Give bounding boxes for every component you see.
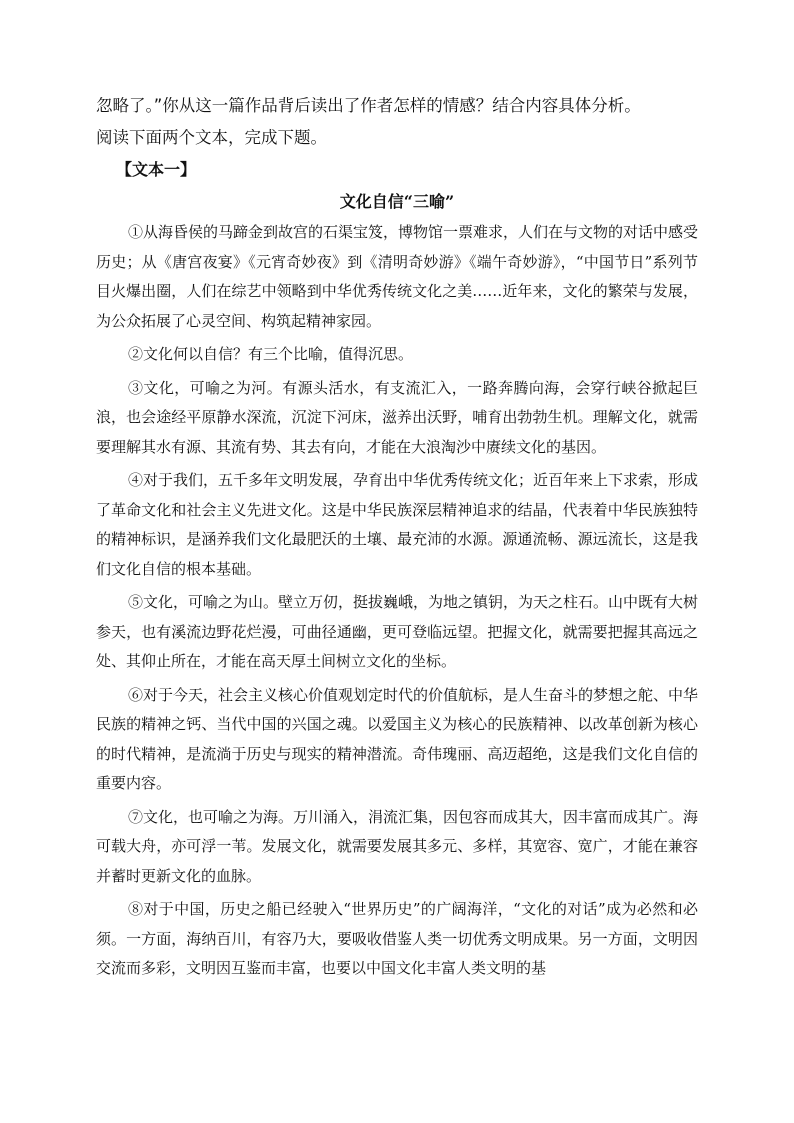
paragraph-1: ①从海昏侯的马蹄金到故宫的石渠宝笈，博物馆一票难求，人们在与文物的对话中感受历史；从《唐宫夜宴》《元宵奇妙夜》到《清明奇妙游》《端午奇妙游》，“中国节日”系列节目火爆出圈，人们在综艺中领略到中华优秀传统文化之美……近年来，文化的繁荣与发展，为公众拓展了心灵空间、构筑起精神家园。: [96, 223, 699, 330]
paragraph-3: ③文化，可喻之为河。有源头活水，有支流汇入，一路奔腾向海，会穿行峡谷掀起巨浪，也会途经平原静水深流，沉淀下河床，滋养出沃野，哺育出勃勃生机。理解文化，就需要理解其水有源、其流有势、其去有向，才能在大浪淘沙中赓续文化的基因。: [96, 378, 698, 456]
paragraph-7: ⑦文化，也可喻之为海。万川涌入，涓流汇集，因包容而成其大，因丰富而成其广。海可载大舟，亦可浮一苇。发展文化，就需要发展其多元、多样，其宽容、宽广，才能在兼容并蓄时更新文化的血脉。: [96, 807, 699, 885]
paragraph-2: ②文化何以自信？有三个比喻，值得沉思。: [128, 345, 414, 363]
paragraph-5: ⑤文化，可喻之为山。壁立万仞，挺拔巍峨，为地之镇钥，为天之柱石。山中既有大树参天，也有溪流边野花烂漫，可曲径通幽，更可登临远望。把握文化，就需要把握其高远之处、其仰止所在，才能在高天厚土间树立文化的坐标。: [96, 593, 699, 670]
paragraph-8: ⑧对于中国，历史之船已经驶入“世界历史”的广阔海洋，“文化的对话”成为必然和必须。一方面，海纳百川，有容乃大，要吸收借鉴人类一切优秀文明成果。另一方面，文明因交流而多彩，文明因互鉴而丰富，也要以中国文化丰富人类文明的基: [96, 900, 698, 977]
article-title: 文化自信“三喻”: [339, 192, 455, 211]
reading-instruction: 阅读下面两个文本，完成下题。: [96, 128, 327, 147]
section-label: 【文本一】: [116, 160, 197, 179]
question-text: 忽略了。”你从这一篇作品背后读出了作者怎样的情感？结合内容具体分析。: [96, 96, 641, 115]
article-body: [96, 218, 698, 988]
paragraph-6: ⑥对于今天，社会主义核心价值观划定时代的价值航标，是人生奋斗的梦想之舵、中华民族的精神之钙、当代中国的兴国之魂。以爱国主义为核心的民族精神、以改革创新为核心的时代精神，是流淌于历史与现实的精神潜流。奇伟瑰丽、高迈超绝，这是我们文化自信的重要内容。: [96, 685, 699, 792]
paragraph-4: ④对于我们，五千多年文明发展，孕育出中华优秀传统文化；近百年来上下求索，形成了革命文化和社会主义先进文化。这是中华民族深层精神追求的结晶，代表着中华民族独特的精神标识，是涵养我们文化最肥沃的土壤、最充沛的水源。源通流畅、源远流长，这是我们文化自信的根本基础。: [96, 471, 699, 578]
